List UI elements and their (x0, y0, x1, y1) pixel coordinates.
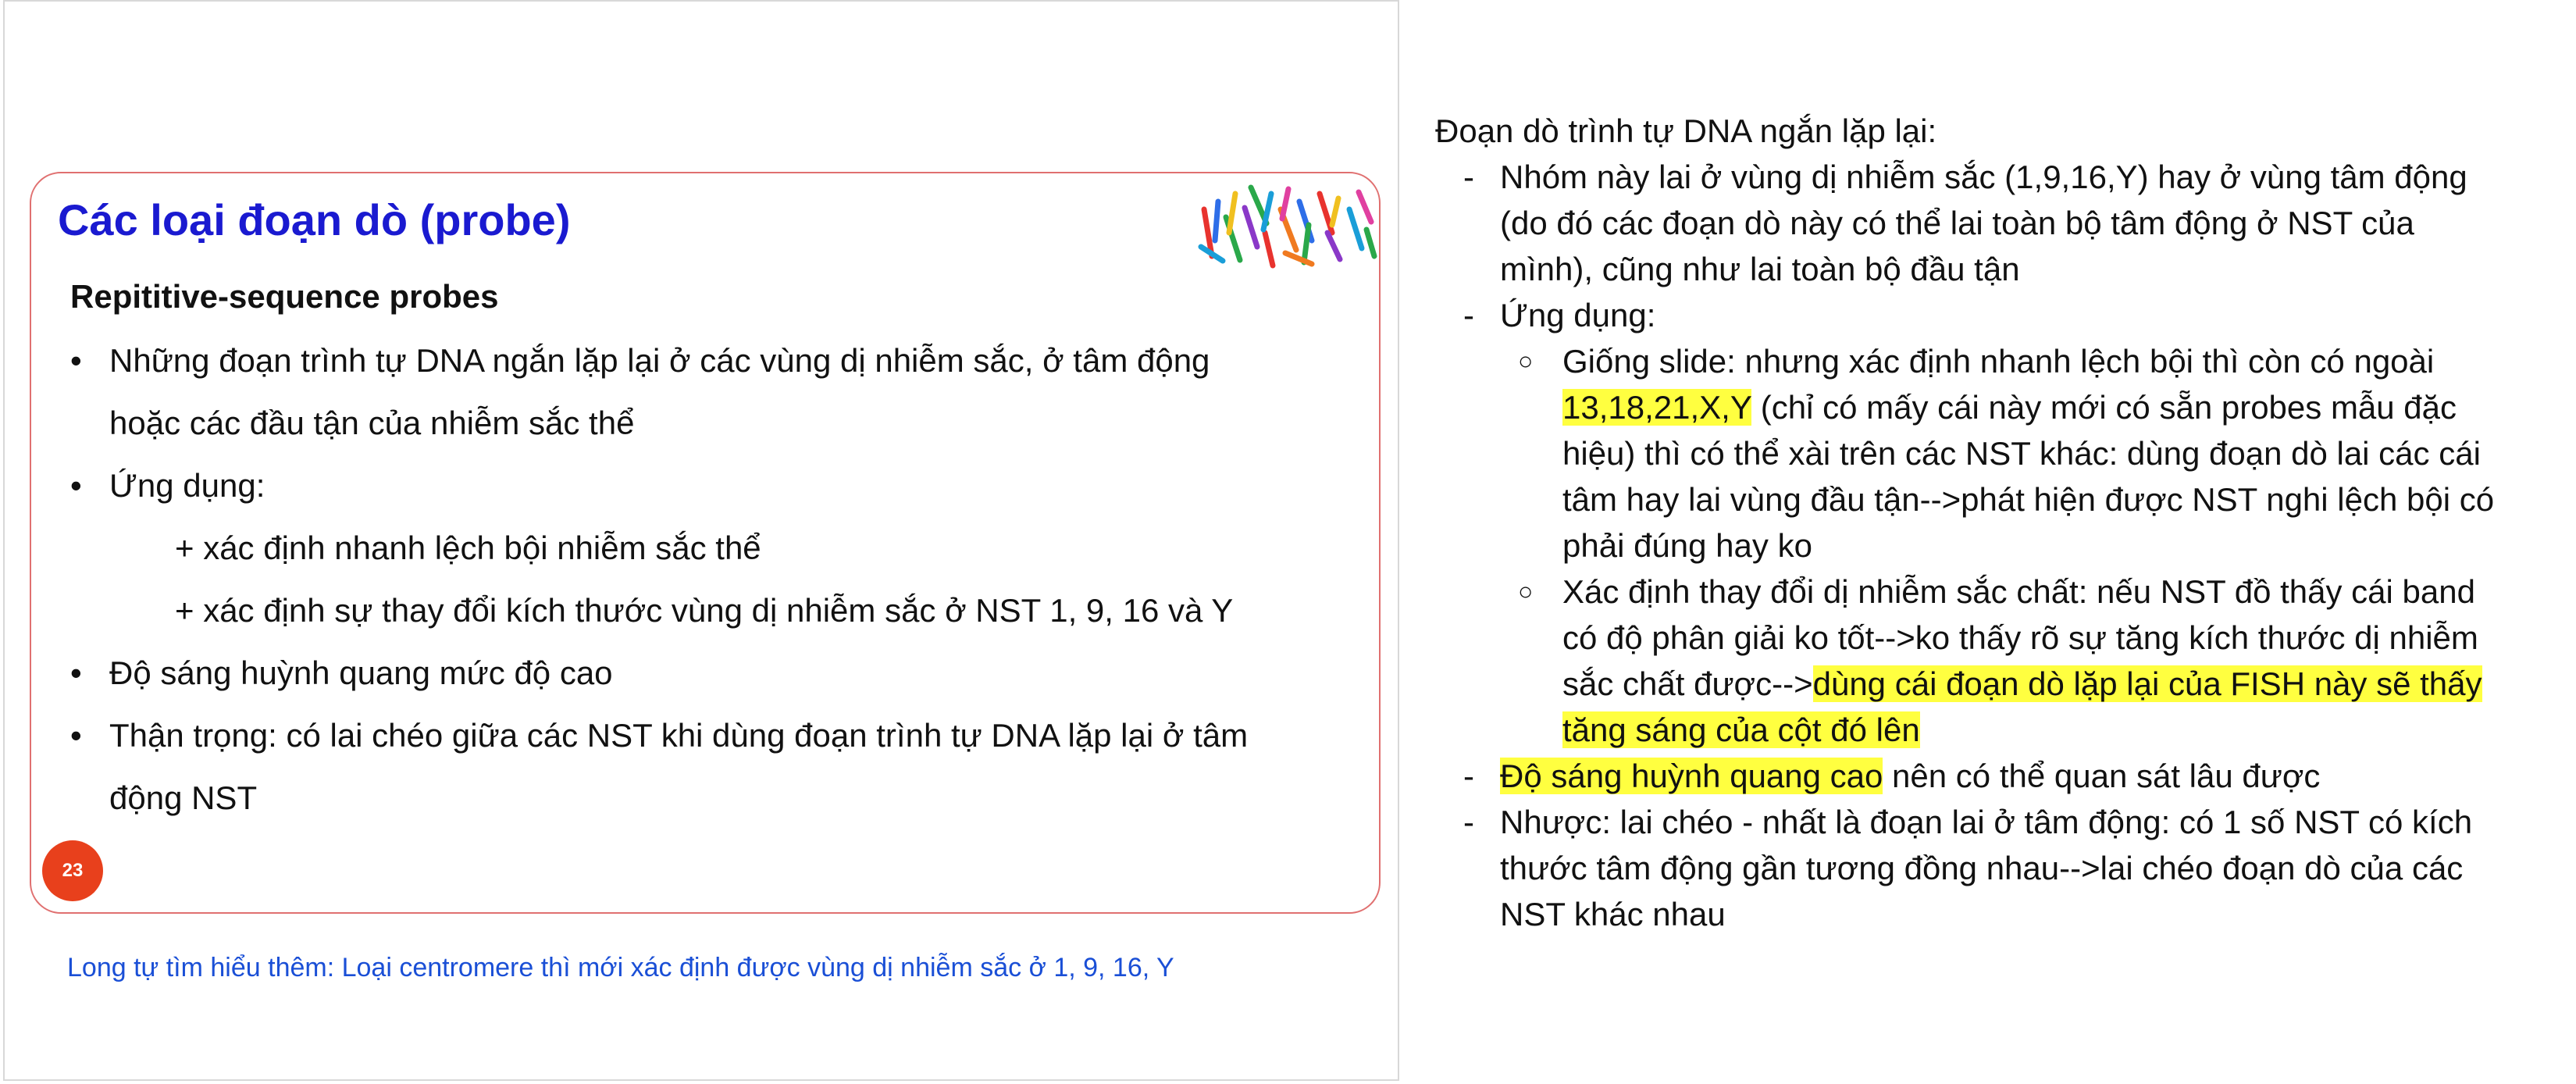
bullet-text: Ứng dụng: (109, 467, 265, 504)
notes-line: (do đó các đoạn dò này có thể lai toàn bộ tâm động ở NST của (1500, 205, 2414, 241)
notes-line: có độ phân giải ko tốt-->ko thấy rõ sự tăng kích thước dị nhiễm (1562, 619, 2478, 656)
notes-circle-item (1435, 569, 2567, 753)
notes-heading: Đoạn dò trình tự DNA ngắn lặp lại: (1435, 112, 1937, 149)
notes-dash-item (1435, 753, 2567, 799)
notes-line: Nhóm này lai ở vùng dị nhiễm sắc (1,9,16,Y) hay ở vùng tâm động (1500, 159, 2467, 195)
notes-line: Nhược: lai chéo - nhất là đoạn lai ở tâm động: có 1 số NST có kích (1500, 804, 2473, 840)
bullet-text: Độ sáng huỳnh quang mức độ cao (109, 654, 613, 691)
dash-marker: - (1463, 297, 1474, 333)
dash-marker: - (1463, 758, 1474, 794)
notes-line: NST khác nhau (1500, 896, 1726, 932)
notes-line (1562, 707, 2567, 753)
bullet-text: Những đoạn trình tự DNA ngắn lặp lại ở các vùng dị nhiễm sắc, ở tâm động (109, 342, 1210, 379)
slide-subheading: Repititive-sequence probes (70, 278, 499, 315)
highlight: Độ sáng huỳnh quang cao (1500, 758, 1883, 794)
highlight: dùng cái đoạn dò lặp lại của FISH này sẽ thấy (1812, 665, 2482, 702)
notes-line: hiệu) thì có thể xài trên các NST khác: dùng đoạn dò lai các cái (1562, 435, 2481, 472)
slide-page-number: 23 (42, 840, 103, 901)
slide-title: Các loại đoạn dò (probe) (58, 195, 571, 244)
slide-frame (30, 172, 1381, 914)
slide-bullet (70, 455, 1351, 517)
notes-line: tâm hay lai vùng đầu tận-->phát hiện được NST nghi lệch bội có (1562, 481, 2495, 518)
highlight: 13,18,21,X,Y (1562, 389, 1752, 426)
dash-marker: - (1463, 804, 1474, 840)
bullet-marker: • (70, 467, 82, 504)
slide-footnote: Long tự tìm hiểu thêm: Loại centromere thì mới xác định được vùng dị nhiễm sắc ở 1, 9, 16, Y (67, 953, 1174, 982)
notes-text: sắc chất được--> (1562, 665, 1813, 702)
sub-item: + xác định sự thay đổi kích thước vùng dị nhiễm sắc ở NST 1, 9, 16 và Y (175, 592, 1234, 629)
notes-dash-item (1435, 799, 2567, 937)
dash-marker: - (1463, 159, 1474, 195)
notes-panel (1435, 108, 2567, 937)
bullet-text: hoặc các đầu tận của nhiễm sắc thể (109, 405, 635, 441)
bullet-text: Thận trọng: có lai chéo giữa các NST khi dùng đoạn trình tự DNA lặp lại ở tâm (109, 717, 1249, 754)
notes-line: Xác định thay đổi dị nhiễm sắc chất: nếu NST đồ thấy cái band (1562, 573, 2475, 610)
bullet-marker: • (70, 717, 82, 754)
sub-item: + xác định nhanh lệch bội nhiễm sắc thể (175, 530, 761, 566)
notes-line: thước tâm động gần tương đồng nhau-->lai chéo đoạn dò của các (1500, 850, 2464, 886)
slide-bullet (70, 704, 1351, 829)
notes-line: Ứng dụng: (1500, 297, 1656, 333)
notes-circle-item (1435, 338, 2567, 569)
bullet-marker: • (70, 342, 82, 379)
notes-line (1562, 661, 2567, 707)
bullet-marker: • (70, 654, 82, 691)
chromosome-image (1195, 178, 1379, 270)
slide-page (3, 0, 1399, 1081)
notes-line: phải đúng hay ko (1562, 527, 1812, 564)
notes-line: mình), cũng như lai toàn bộ đầu tận (1500, 251, 2020, 287)
notes-line: Giống slide: nhưng xác định nhanh lệch bội thì còn có ngoài (1562, 343, 2435, 380)
highlight: tăng sáng của cột đó lên (1562, 711, 1920, 748)
slide-bullet (70, 642, 1351, 704)
slide-bullet (70, 330, 1351, 455)
notes-line (1500, 753, 2567, 799)
circle-marker: ○ (1518, 347, 1534, 375)
notes-dash-item (1435, 292, 2567, 338)
notes-dash-item (1435, 154, 2567, 292)
slide-bullet-list (70, 330, 1351, 829)
notes-line (1562, 384, 2567, 430)
bullet-text: động NST (109, 779, 258, 816)
notes-text: nên có thể quan sát lâu được (1883, 758, 2321, 794)
notes-text: (chỉ có mấy cái này mới có sẵn probes mẫu đặc (1751, 389, 2457, 426)
circle-marker: ○ (1518, 577, 1534, 605)
